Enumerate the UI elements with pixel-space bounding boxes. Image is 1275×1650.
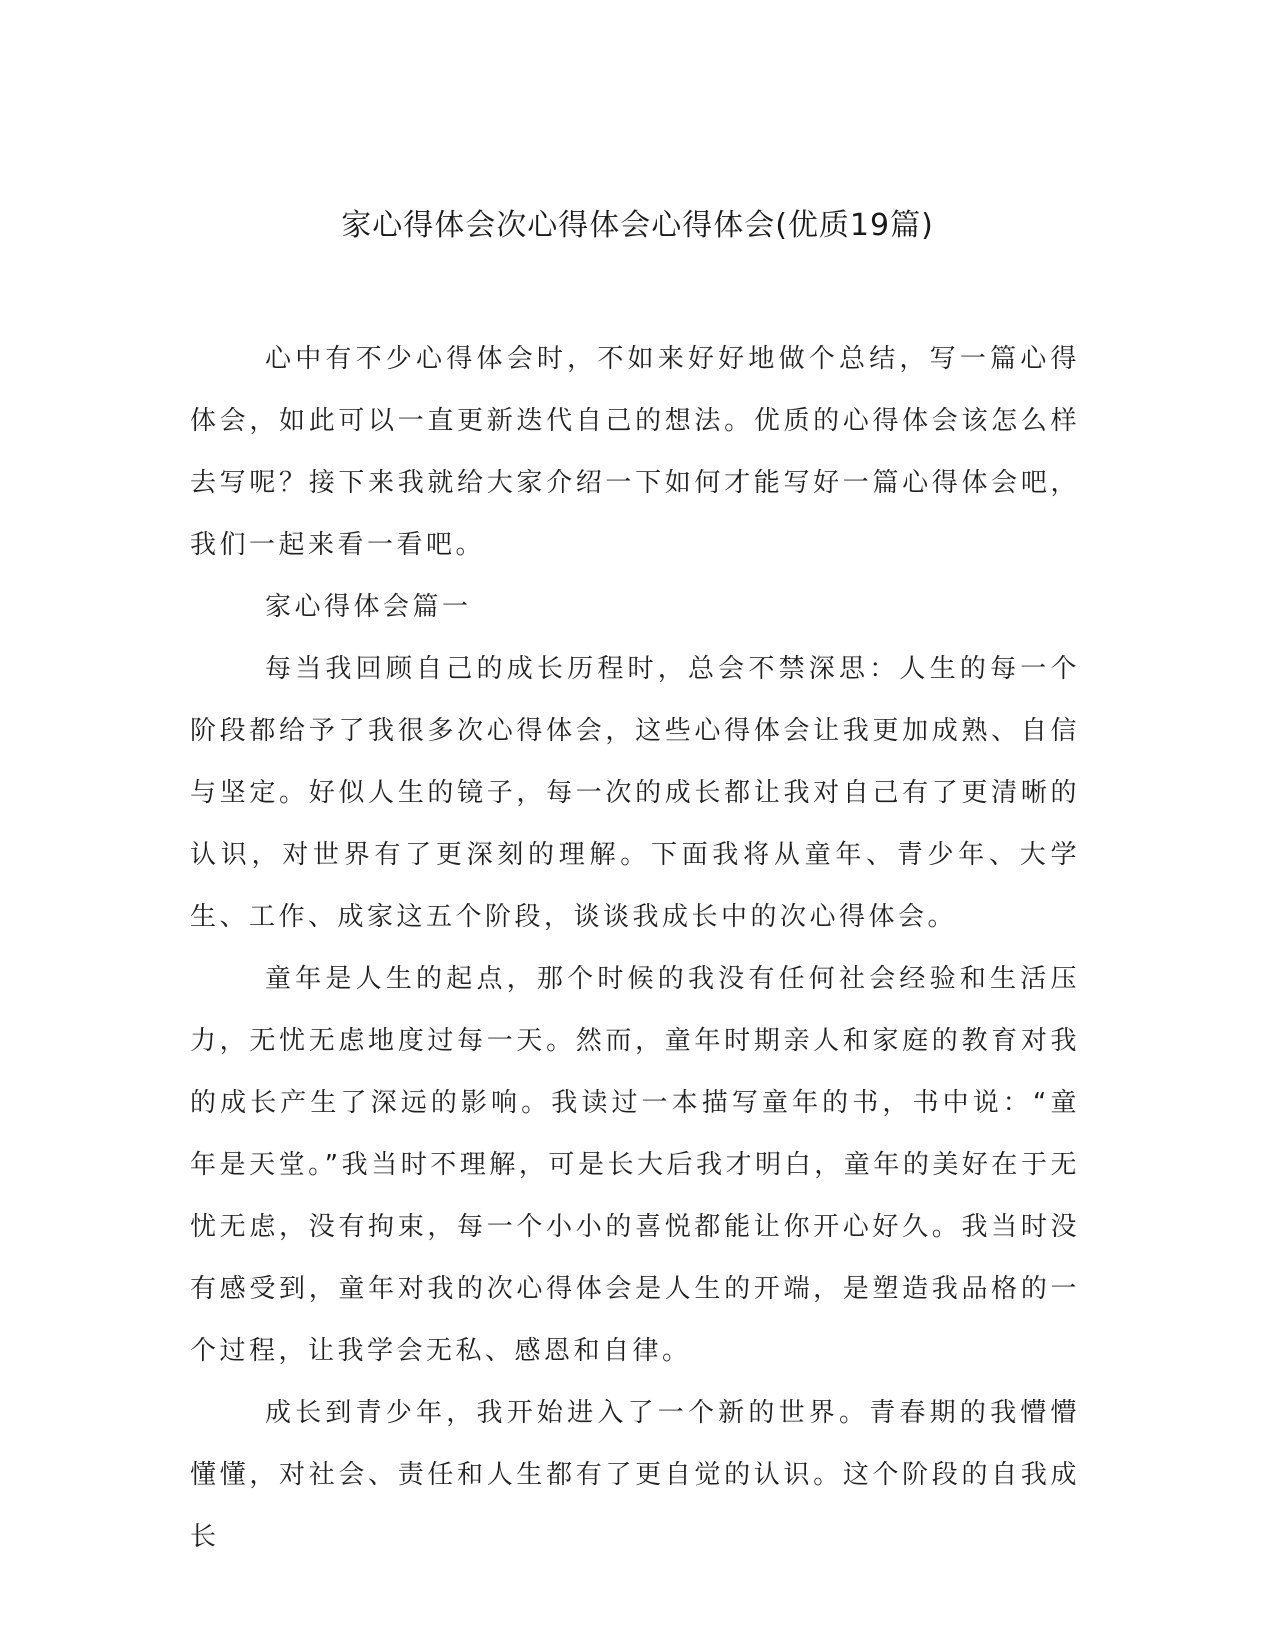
intro-paragraph: 心中有不少心得体会时，不如来好好地做个总结，写一篇心得体会，如此可以一直更新迭代自己的想法。优质的心得体会该怎么样去写呢？接下来我就给大家介绍一下如何才能写好一篇心得体会吧，我们一起来看一看吧。 <box>190 344 1080 560</box>
section-heading: 家心得体会篇一 <box>265 592 472 622</box>
document-body <box>190 328 1080 1568</box>
body-paragraph: 成长到青少年，我开始进入了一个新的世界。青春期的我懵懵懂懂，对社会、责任和人生都有了更自觉的认识。这个阶段的自我成长 <box>190 1398 1080 1552</box>
body-paragraph: 每当我回顾自己的成长历程时，总会不禁深思：人生的每一个阶段都给予了我很多次心得体会，这些心得体会让我更加成熟、自信与坚定。好似人生的镜子，每一次的成长都让我对自己有了更清晰的认识，对世界有了更深刻的理解。下面我将从童年、青少年、大学生、工作、成家这五个阶段，谈谈我成长中的次心得体会。 <box>190 654 1080 932</box>
body-paragraph: 童年是人生的起点，那个时候的我没有任何社会经验和生活压力，无忧无虑地度过每一天。然而，童年时期亲人和家庭的教育对我的成长产生了深远的影响。我读过一本描写童年的书，书中说：“童年是天堂。”我当时不理解，可是长大后我才明白，童年的美好在于无忧无虑，没有拘束，每一个小小的喜悦都能让你开心好久。我当时没有感受到，童年对我的次心得体会是人生的开端，是塑造我品格的一个过程，让我学会无私、感恩和自律。 <box>190 964 1080 1366</box>
document-title: 家心得体会次心得体会心得体会(优质19篇) <box>341 208 934 243</box>
